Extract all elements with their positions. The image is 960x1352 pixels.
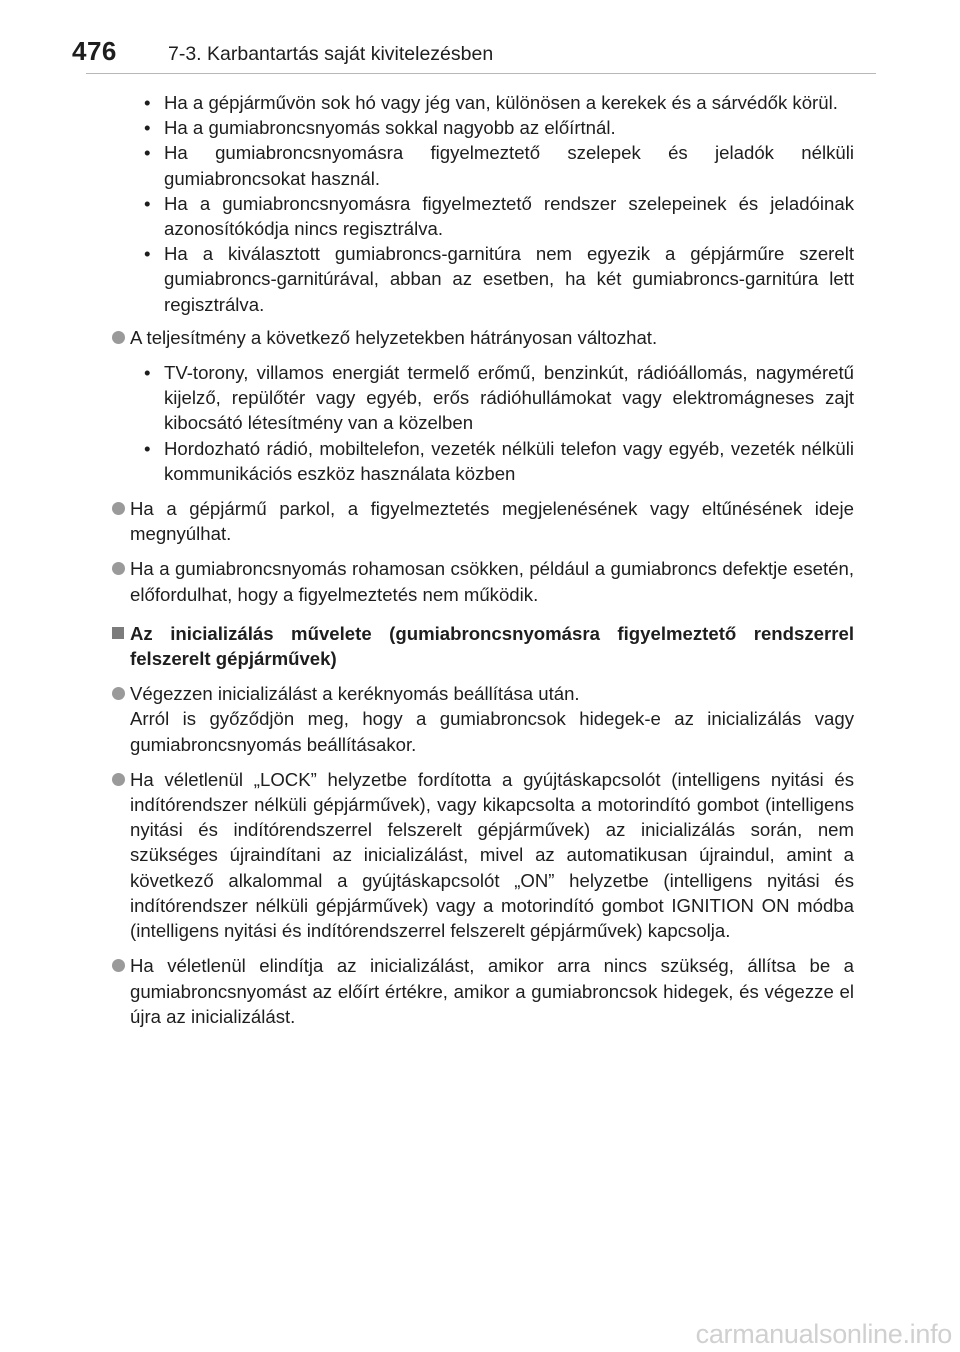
list-item: • Ha a gépjárművön sok hó vagy jég van, különösen a kerekek és a sárvédők körül. <box>144 90 854 115</box>
circle-bullet-icon <box>112 959 125 972</box>
page-header <box>0 0 960 80</box>
bullet-dot-icon: • <box>144 192 151 214</box>
circle-bullet-icon <box>112 502 125 515</box>
list-item: • Hordozható rádió, mobiltelefon, vezeték nélküli telefon vagy egyéb, vezeték nélküli kommunikációs eszköz használata közben <box>144 437 854 484</box>
bullet-dot-icon: • <box>144 142 151 164</box>
interference-list <box>144 360 854 486</box>
list-item: • Ha gumiabroncsnyomásra figyelmeztető szelepek és jeladók nélküli gumiabroncsokat használ. <box>144 142 854 189</box>
initialization-heading: Az inicializálás művelete (gumiabroncsnyomásra figyelmeztető rendszerrel felszerelt gépjárművek) <box>112 621 854 671</box>
page-content <box>112 90 854 1029</box>
watermark: carmanualsonline.info <box>695 1319 952 1349</box>
init-note-2: Ha véletlenül „LOCK” helyzetbe fordította a gyújtáskapcsolót (intelligens nyitási és indítórendszer nélküli gépjárművek), vagy kikapcsolta a motorindító gombot (intelligens nyitási és indítórendszerrel felszerelt gépjárművek) az inicializálás során, nem szükséges újraindítani az inicializálást, mivel az automatikusan újraindul, amint a következő alkalommal a gyújtáskapcsolót „ON” helyzetbe (intelligens nyitási és indítórendszer nélküli gépjárművek) vagy a motorindító gombot IGNITION ON módba (intelligens nyitási és indítórendszerrel felszerelt gépjárművek) kapcsolja. <box>112 767 854 943</box>
init-note-3: Ha véletlenül elindítja az inicializálást, amikor arra nincs szükség, állítsa be a gumiabroncsnyomást az előírt értékre, amikor a gumiabroncsok hidegek, és végezze el újra az inicializálást. <box>112 953 854 1029</box>
bullet-dot-icon: • <box>144 117 151 139</box>
init-note-1: Végezzen inicializálást a keréknyomás beállítása után. Arról is győződjön meg, hogy a gumiabroncsok hidegek-e az inicializálás vagy gumiabroncsnyomás beállításakor. <box>112 681 854 757</box>
circle-bullet-icon <box>112 331 125 344</box>
bullet-dot-icon: • <box>144 437 151 459</box>
parking-note: Ha a gépjármű parkol, a figyelmeztetés megjelenésének vagy eltűnésének ideje megnyúlhat. <box>112 496 854 546</box>
list-item: • Ha a kiválasztott gumiabroncs-garnitúra nem egyezik a gépjárműre szerelt gumiabroncs-garnitúrával, abban az esetben, ha két gumiabroncs-garnitúra lett regisztrálva. <box>144 243 854 315</box>
header-rule <box>86 73 876 74</box>
bullet-dot-icon: • <box>144 243 151 265</box>
circle-bullet-icon <box>112 687 125 700</box>
performance-note: A teljesítmény a következő helyzetekben hátrányosan változhat. <box>112 325 854 350</box>
square-bullet-icon <box>112 627 124 639</box>
list-item: • TV-torony, villamos energiát termelő erőmű, benzinkút, rádióállomás, nagyméretű kijelző, repülőtér vagy egyéb, erős rádióhullámokat vagy elektromágneses zajt kibocsátó létesítmény van a közelben <box>144 362 854 434</box>
circle-bullet-icon <box>112 773 125 786</box>
conditions-list <box>144 90 854 317</box>
section-title: 7-3. Karbantartás saját kivitelezésben <box>168 43 494 65</box>
pressure-drop-note: Ha a gumiabroncsnyomás rohamosan csökken, például a gumiabroncs defektje esetén, előfordulhat, hogy a figyelmeztetés nem működik. <box>112 556 854 606</box>
circle-bullet-icon <box>112 562 125 575</box>
bullet-dot-icon: • <box>144 92 151 113</box>
page-number: 476 <box>72 36 117 66</box>
list-item: • Ha a gumiabroncsnyomásra figyelmeztető rendszer szelepeinek és jeladóinak azonosítókódja nincs regisztrálva. <box>144 192 854 240</box>
bullet-dot-icon: • <box>144 362 151 384</box>
list-item: • Ha a gumiabroncsnyomás sokkal nagyobb az előírtnál. <box>144 115 854 140</box>
